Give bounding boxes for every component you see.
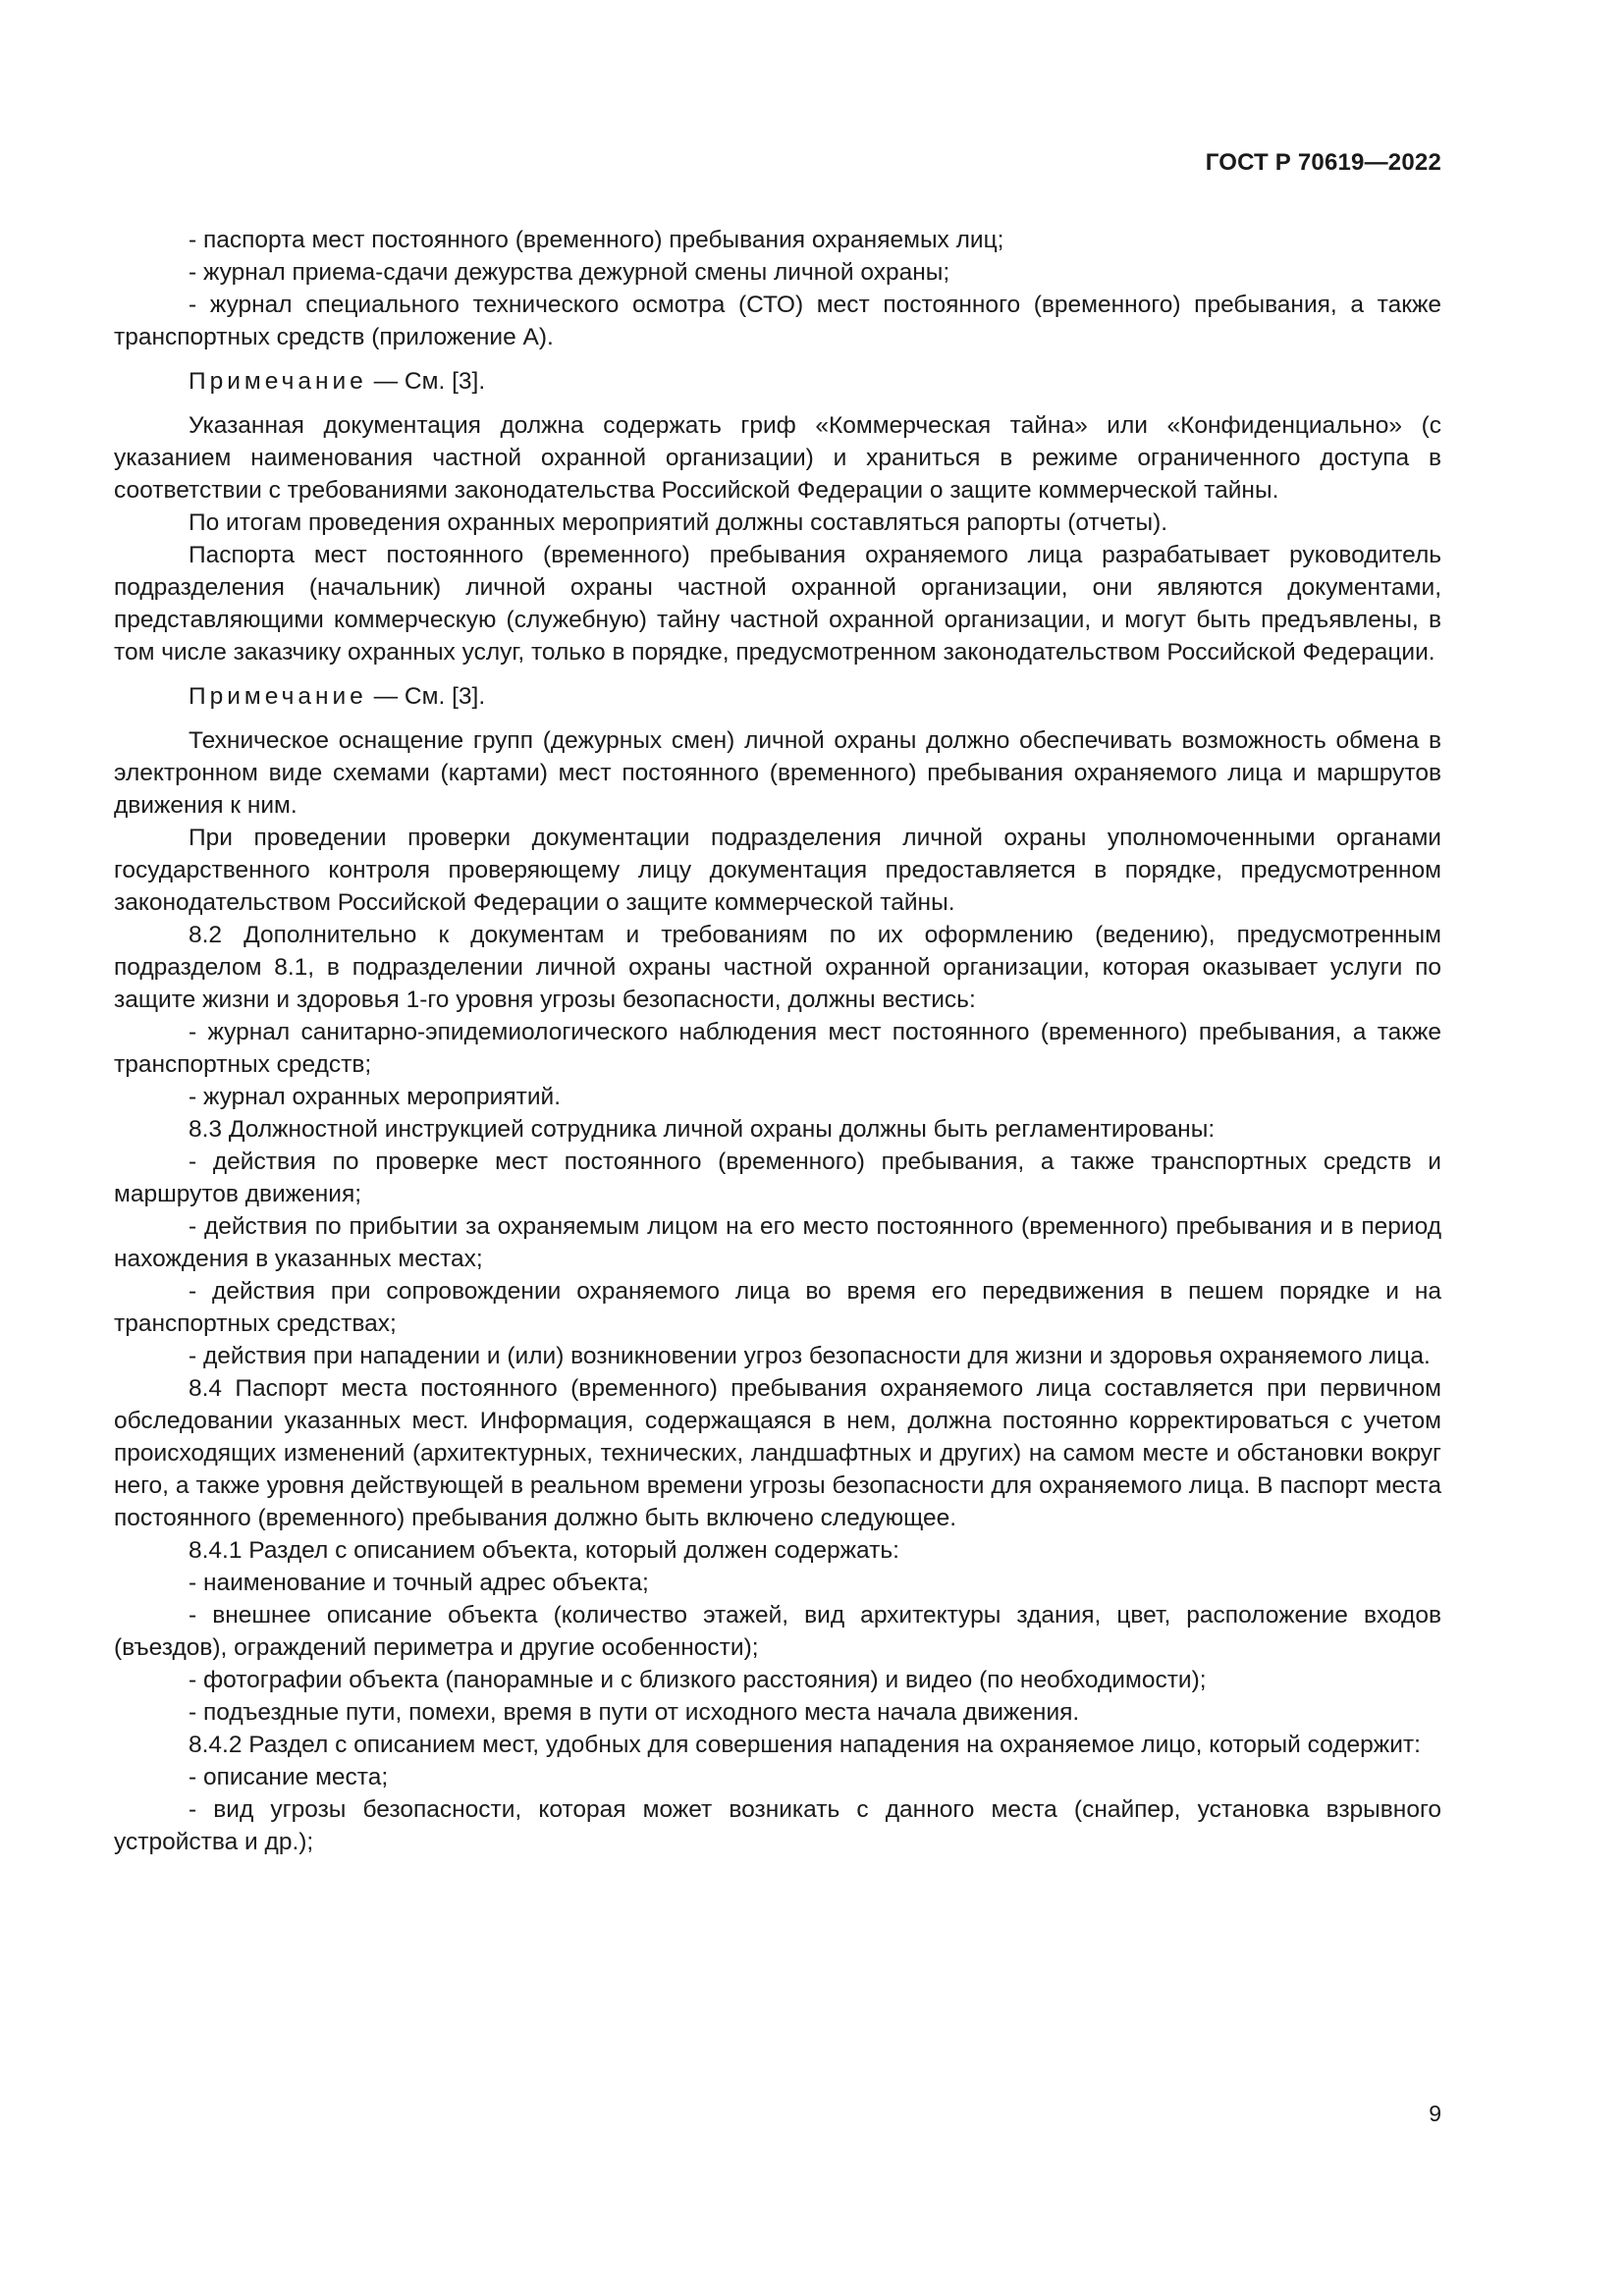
document-code: ГОСТ Р 70619—2022 bbox=[1205, 149, 1441, 176]
body-paragraph: - действия по прибытии за охраняемым лицом на его место постоянного (временного) пребывания и в период нахождения в указанных местах; bbox=[114, 1213, 1441, 1272]
body-paragraph: Паспорта мест постоянного (временного) пребывания охраняемого лица разрабатывает руководитель подразделения (начальник) личной охраны частной охранной организации, они являются документами, представляющими коммерческую (служебную) тайну частной охранной организации, и могут быть предъявлены, в том числе заказчику охранных услуг, только в порядке, предусмотренном законодательством Российской Федерации. bbox=[114, 542, 1441, 666]
body-paragraph: - вид угрозы безопасности, которая может возникать с данного места (снайпер, установка взрывного устройства и др.); bbox=[114, 1796, 1441, 1855]
body-paragraph: 8.4.2 Раздел с описанием мест, удобных для совершения нападения на охраняемое лицо, который содержит: bbox=[189, 1732, 1421, 1758]
body-paragraph: - действия по проверке мест постоянного (временного) пребывания, а также транспортных средств и маршрутов движения; bbox=[114, 1148, 1441, 1207]
body-paragraph: Указанная документация должна содержать гриф «Коммерческая тайна» или «Конфиденциально» (с указанием наименования частной охранной организации) и храниться в режиме ограниченного доступа в соответствии с требованиями законодательства Российской Федерации о защите коммерческой тайны. bbox=[114, 412, 1441, 504]
body-paragraph: - описание места; bbox=[189, 1764, 389, 1790]
body-paragraph: - внешнее описание объекта (количество этажей, вид архитектуры здания, цвет, расположение входов (въездов), ограждений периметра и другие особенности); bbox=[114, 1602, 1441, 1661]
body-paragraph: - наименование и точный адрес объекта; bbox=[189, 1570, 649, 1596]
body-paragraph: По итогам проведения охранных мероприятий должны составляться рапорты (отчеты). bbox=[189, 509, 1168, 536]
note-paragraph bbox=[114, 365, 1441, 398]
note-label: Примечание bbox=[189, 368, 367, 395]
page-number: 9 bbox=[1429, 2101, 1441, 2126]
note-label: Примечание bbox=[189, 683, 367, 710]
body-paragraph: - фотографии объекта (панорамные и с близкого расстояния) и видео (по необходимости); bbox=[189, 1667, 1207, 1693]
body-paragraph: - журнал санитарно-эпидемиологического наблюдения мест постоянного (временного) пребывания, а также транспортных средств; bbox=[114, 1019, 1441, 1078]
body-paragraph: Техническое оснащение групп (дежурных смен) личной охраны должно обеспечивать возможность обмена в электронном виде схемами (картами) мест постоянного (временного) пребывания охраняемого лица и маршрутов движения к ним. bbox=[114, 727, 1441, 819]
body-paragraph: 8.3 Должностной инструкцией сотрудника личной охраны должны быть регламентированы: bbox=[189, 1116, 1216, 1143]
body-paragraph: - журнал приема-сдачи дежурства дежурной смены личной охраны; bbox=[189, 259, 950, 286]
note-paragraph bbox=[114, 680, 1441, 713]
note-text: — См. [3]. bbox=[366, 368, 486, 395]
body-paragraph: - журнал охранных мероприятий. bbox=[189, 1084, 562, 1110]
note-text: — См. [3]. bbox=[366, 683, 486, 710]
body-paragraph: 8.2 Дополнительно к документам и требованиям по их оформлению (ведению), предусмотренным подразделом 8.1, в подразделении личной охраны частной охранной организации, которая оказывает услуги по защите жизни и здоровья 1-го уровня угрозы безопасности, должны вестись: bbox=[114, 922, 1441, 1013]
body-paragraph: - журнал специального технического осмотра (СТО) мест постоянного (временного) пребывания, а также транспортных средств (приложение А). bbox=[114, 292, 1441, 350]
body-paragraph: - паспорта мест постоянного (временного) пребывания охраняемых лиц; bbox=[189, 227, 1004, 253]
body-paragraph: - подъездные пути, помехи, время в пути от исходного места начала движения. bbox=[189, 1699, 1080, 1726]
body-paragraph: 8.4.1 Раздел с описанием объекта, который должен содержать: bbox=[189, 1537, 899, 1564]
body-paragraph: 8.4 Паспорт места постоянного (временного) пребывания охраняемого лица составляется при первичном обследовании указанных мест. Информация, содержащаяся в нем, должна постоянно корректироваться с учетом происходящих изменений (архитектурных, технических, ландшафтных и других) на самом месте и обстановки вокруг него, а также уровня действующей в реальном времени угрозы безопасности для охраняемого лица. В паспорт места постоянного (временного) пребывания должно быть включено следующее. bbox=[114, 1375, 1441, 1531]
body-paragraph: При проведении проверки документации подразделения личной охраны уполномоченными органами государственного контроля проверяющему лицу документация предоставляется в порядке, предусмотренном законодательством Российской Федерации о защите коммерческой тайны. bbox=[114, 825, 1441, 916]
body-paragraph: - действия при сопровождении охраняемого лица во время его передвижения в пешем порядке и на транспортных средствах; bbox=[114, 1278, 1441, 1337]
body-paragraph: - действия при нападении и (или) возникновении угроз безопасности для жизни и здоровья охраняемого лица. bbox=[189, 1343, 1431, 1369]
document-body bbox=[114, 224, 1441, 1858]
